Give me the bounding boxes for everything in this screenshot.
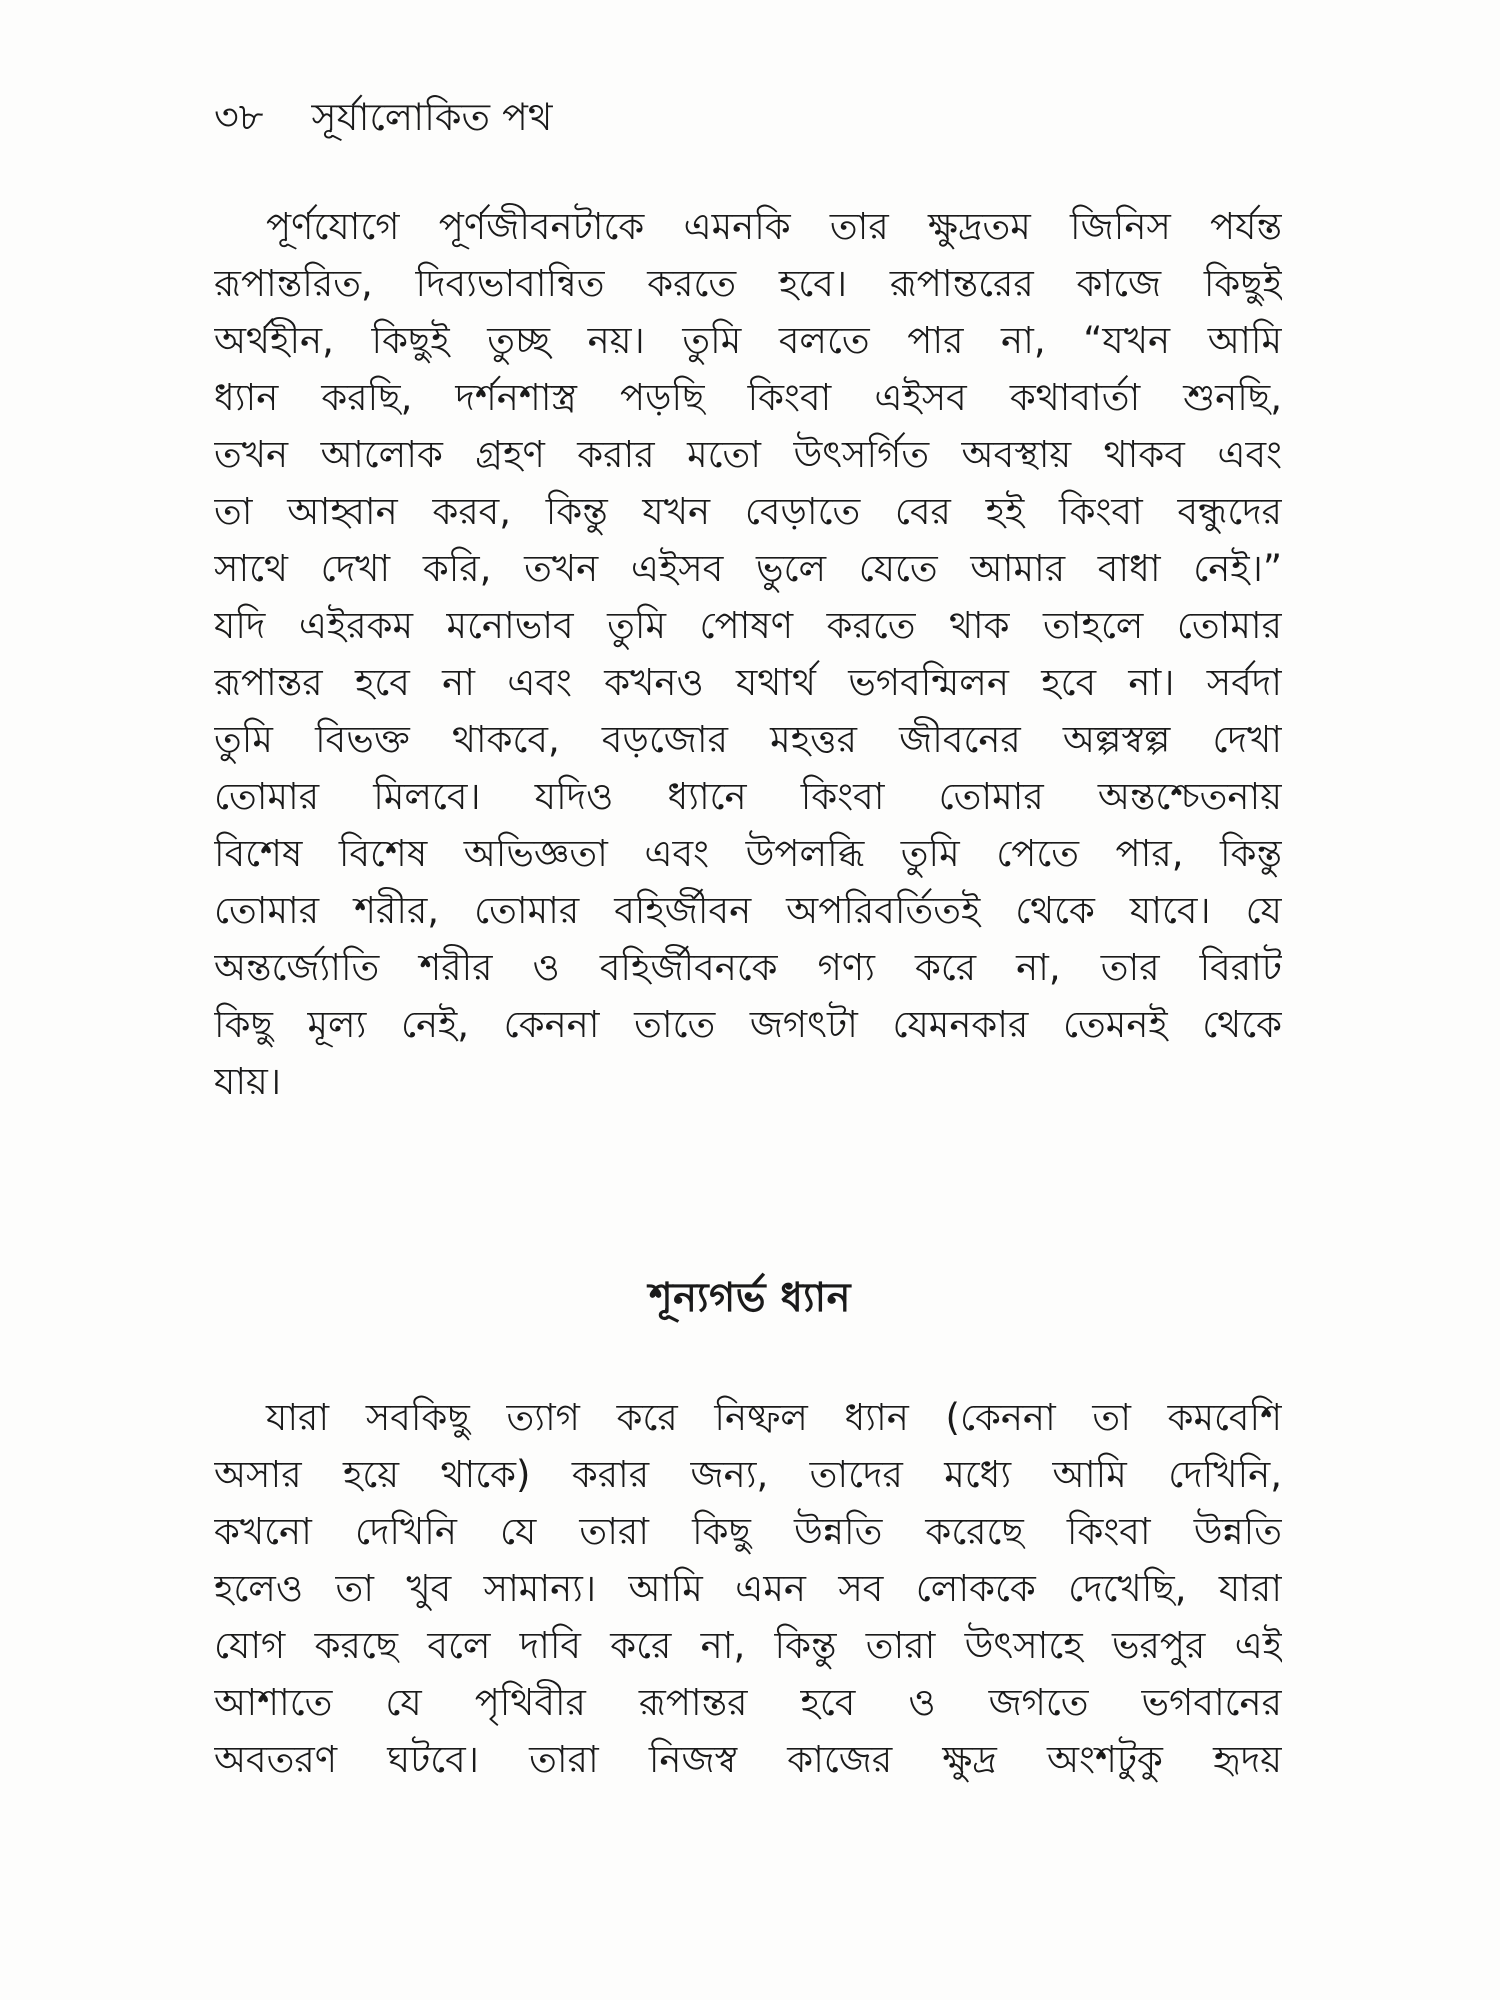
text-line: পূর্ণযোগে পূর্ণজীবনটাকে এমনকি তার ক্ষুদ্রতম জিনিস পর্যন্ত [266,205,1282,248]
paragraph-2 [214,1389,1282,1788]
text-line: যারা সবকিছু ত্যাগ করে নিষ্ফল ধ্যান (কেননা তা কমবেশি [266,1396,1282,1439]
text-line: তা আহ্বান করব, কিন্তু যখন বেড়াতে বের হই কিংবা বন্ধুদের [214,490,1282,533]
text-line: যদি এইরকম মনোভাব তুমি পোষণ করতে থাক তাহলে তোমার [214,604,1282,647]
page-header [214,88,553,152]
text-line: অন্তর্জ্যোতি শরীর ও বহির্জীবনকে গণ্য করে না, তার বিরাট [214,946,1282,989]
text-line: অবতরণ ঘটবে। তারা নিজস্ব কাজের ক্ষুদ্র অংশটুকু হৃদয় [214,1738,1282,1781]
text-line: সাথে দেখা করি, তখন এইসব ভুলে যেতে আমার বাধা নেই।” [214,547,1282,590]
text-line: অর্থহীন, কিছুই তুচ্ছ নয়। তুমি বলতে পার না, “যখন আমি [214,319,1282,362]
text-line: আশাতে যে পৃথিবীর রূপান্তর হবে ও জগতে ভগবানের [214,1681,1282,1724]
text-line: বিশেষ বিশেষ অভিজ্ঞতা এবং উপলব্ধি তুমি পেতে পার, কিন্তু [214,832,1282,875]
text-line: রূপান্তর হবে না এবং কখনও যথার্থ ভগবন্মিলন হবে না। সর্বদা [214,661,1282,704]
text-line: তোমার শরীর, তোমার বহির্জীবন অপরিবর্তিতই থেকে যাবে। যে [214,889,1282,932]
text-line: কিছু মূল্য নেই, কেননা তাতে জগৎটা যেমনকার তেমনই থেকে [214,1003,1282,1046]
text-line: তখন আলোক গ্রহণ করার মতো উৎসর্গিত অবস্থায় থাকব এবং [214,433,1282,476]
text-line: অসার হয়ে থাকে) করার জন্য, তাদের মধ্যে আমি দেখিনি, [214,1453,1282,1496]
paragraph-1 [214,198,1282,1110]
section-heading: শূন্যগর্ভ ধ্যান [648,1275,852,1321]
text-line: যোগ করছে বলে দাবি করে না, কিন্তু তারা উৎসাহে ভরপুর এই [214,1624,1282,1667]
text-line: ধ্যান করছি, দর্শনশাস্ত্র পড়ছি কিংবা এইসব কথাবার্তা শুনছি, [214,376,1282,419]
text-line: রূপান্তরিত, দিব্যভাবান্বিত করতে হবে। রূপান্তরের কাজে কিছুই [214,262,1282,305]
running-title: সূর্যালোকিত পথ [311,95,553,139]
text-line: হলেও তা খুব সামান্য। আমি এমন সব লোককে দেখেছি, যারা [214,1567,1282,1610]
text-line: যায়। [214,1060,282,1103]
text-line: তোমার মিলবে। যদিও ধ্যানে কিংবা তোমার অন্তশ্চেতনায় [214,775,1282,818]
text-line: কখনো দেখিনি যে তারা কিছু উন্নতি করেছে কিংবা উন্নতি [214,1510,1282,1553]
page-number: ৩৮ [214,95,264,139]
text-line: তুমি বিভক্ত থাকবে, বড়জোর মহত্তর জীবনের অল্পস্বল্প দেখা [214,718,1282,761]
